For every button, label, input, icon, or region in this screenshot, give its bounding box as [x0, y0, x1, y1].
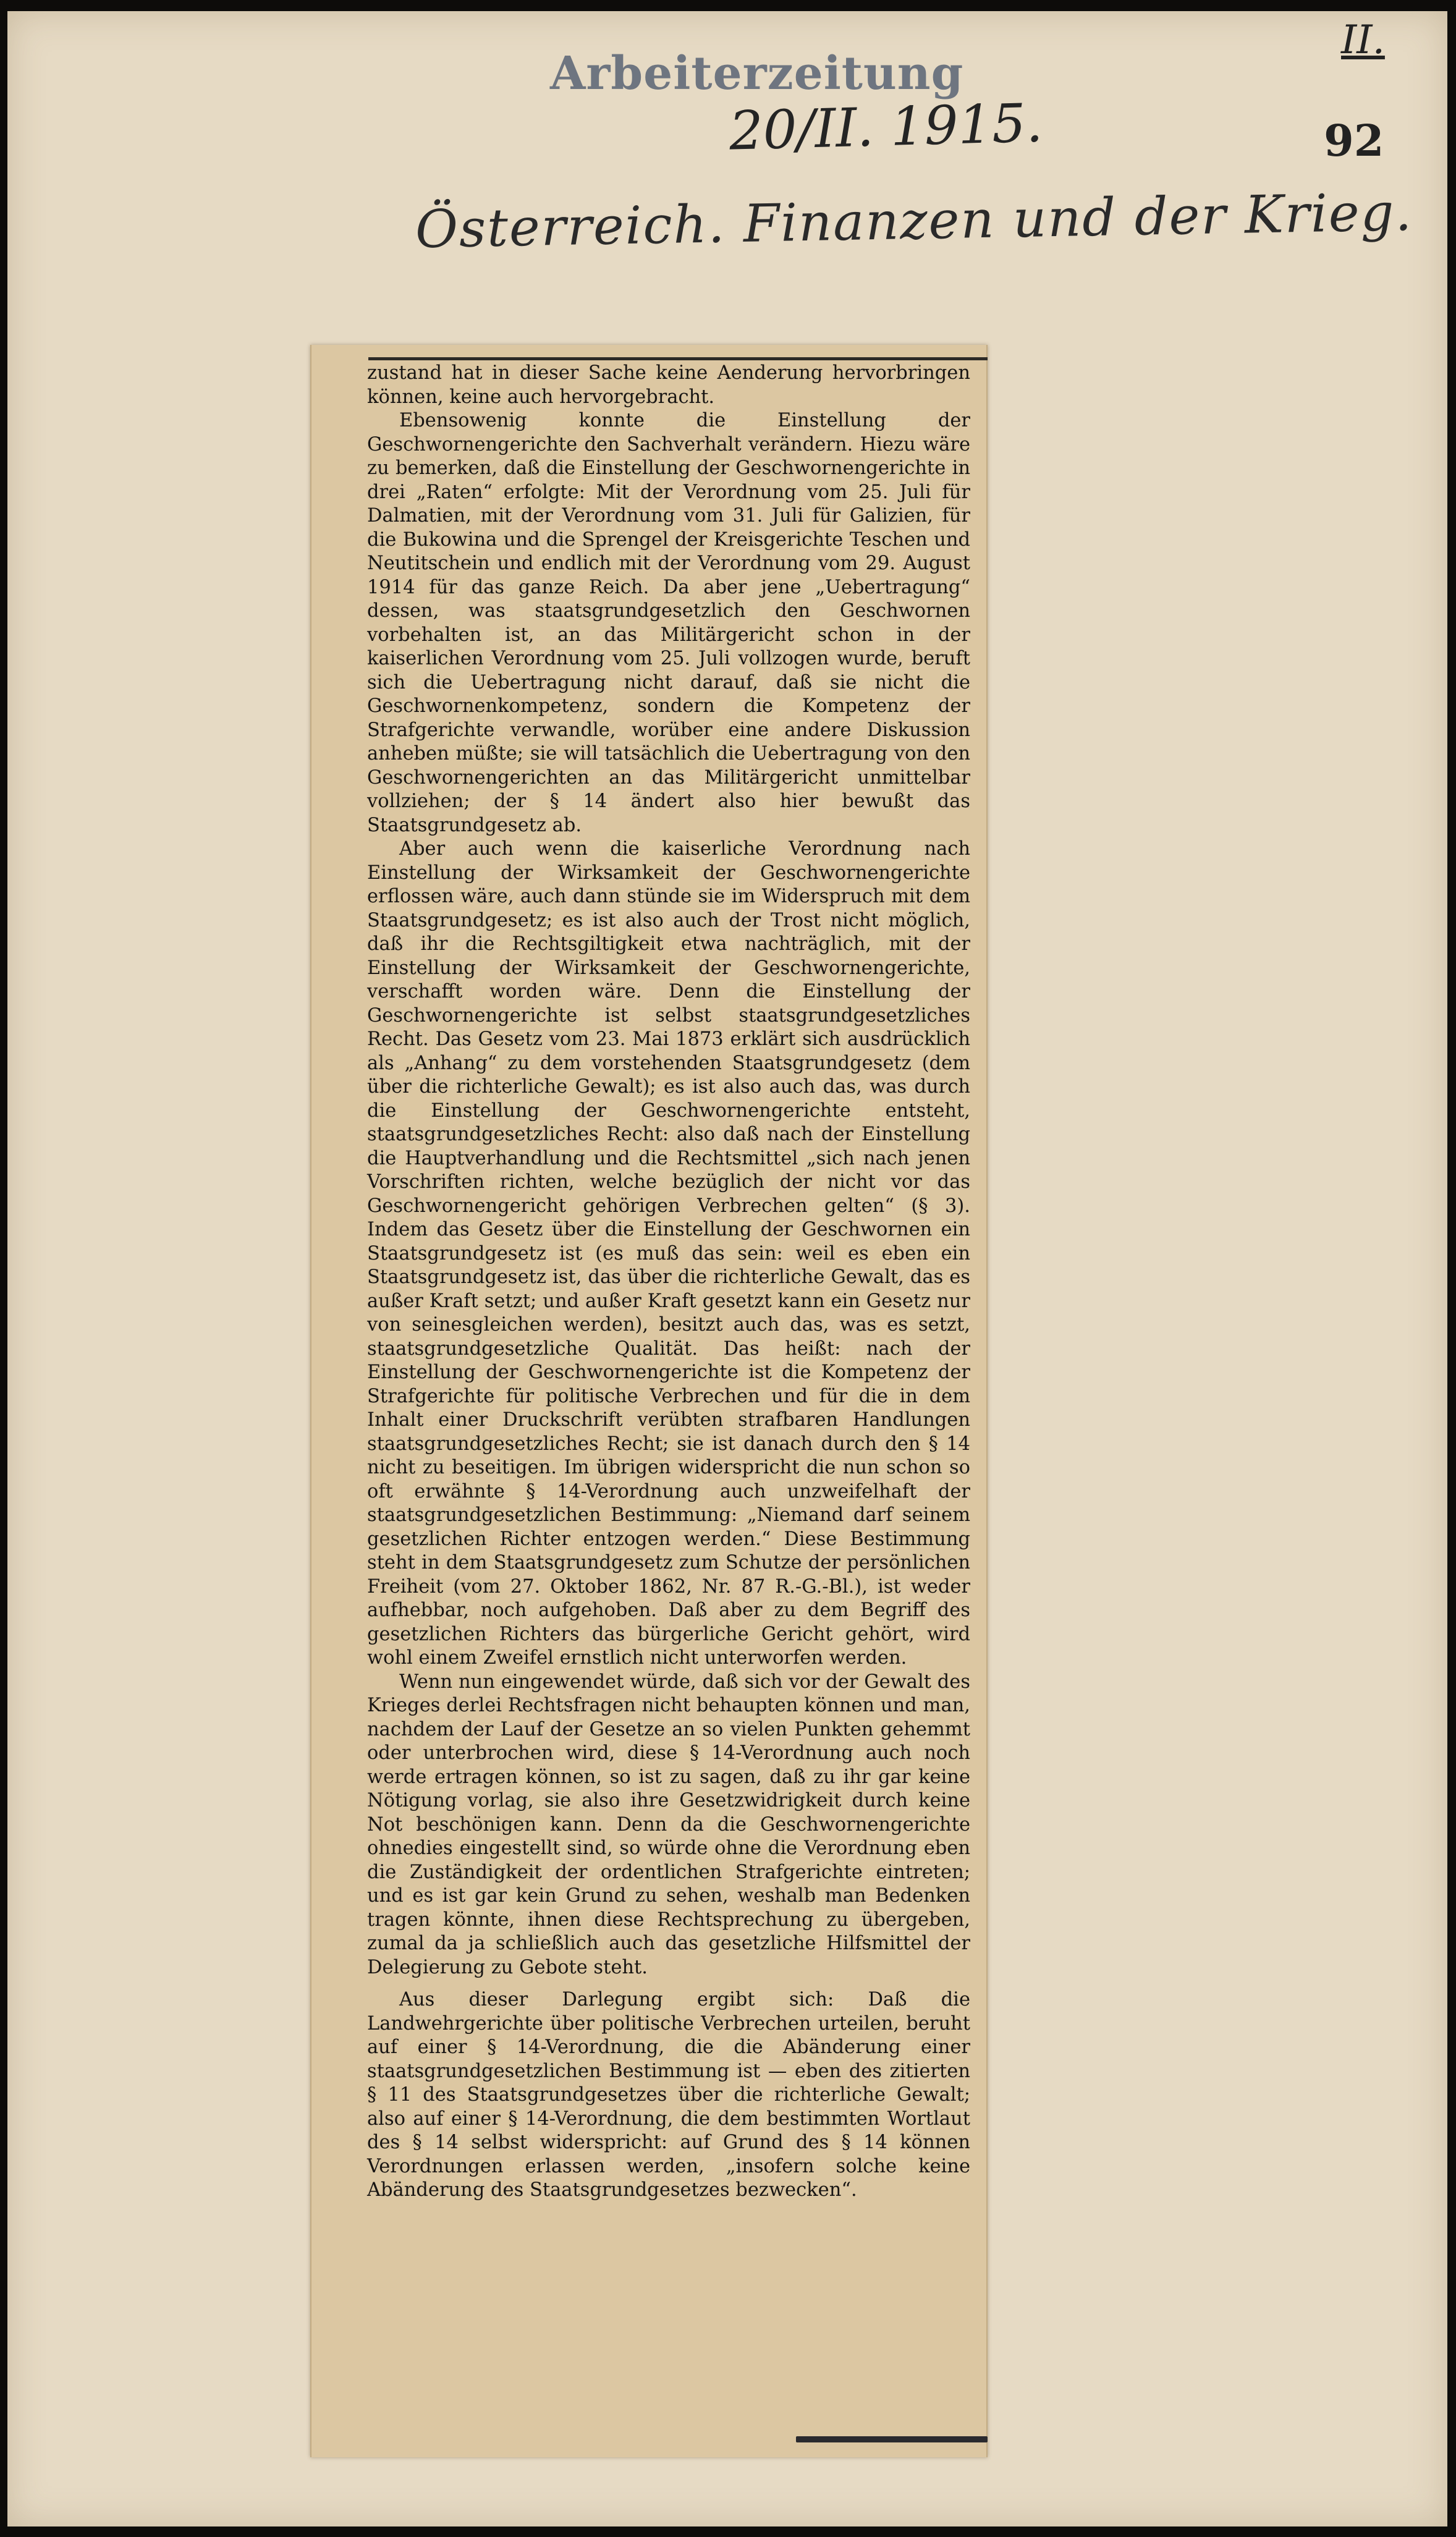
clipping-top-rule: [368, 357, 988, 360]
article-paragraph: Aber auch wenn die kaiserliche Verordnung nach Einstellung der Wirksamkeit der Geschwornengerichte erflossen wäre, auch dann stünde sie im Widerspruch mit dem Staatsgrundgesetz; es ist also auch der Trost nicht möglich, daß ihr die Rechtsgiltigkeit etwa nachträglich, mit der Einstellung der Wirksamkeit der Geschwornengerichte, verschafft worden wäre. Denn die Einstellung der Geschwornengerichte ist selbst staatsgrundgesetzliches Recht. Das Gesetz vom 23. Mai 1873 erklärt sich ausdrücklich als „Anhang“ zu dem vorstehenden Staatsgrundgesetz (dem über die richterliche Gewalt); es ist also auch das, was durch die Einstellung der Geschwornengerichte entsteht, staatsgrundgesetzliches Recht: also daß nach der Einstellung die Hauptverhandlung und die Rechtsmittel „sich nach jenen Vorschriften richten, welche bezüglich der nicht vor das Geschwornengericht gehörigen Verbrechen gelten“ (§ 3). Indem das Gesetz über die Einstellung der Geschwornen ein Staatsgrundgesetz ist (es muß das sein: weil es eben ein Staatsgrundgesetz ist, das über die richterliche Gewalt, das es außer Kraft setzt; und außer Kraft gesetzt kann ein Gesetz nur von seinesgleichen werden), besitzt auch das, was es setzt, staatsgrundgesetzliche Qualität. Das heißt: nach der Einstellung der Geschwornengerichte ist die Kompetenz der Strafgerichte für politische Verbrechen und für die in dem Inhalt einer Druckschrift verübten strafbaren Handlungen staatsgrundgesetzliches Recht; sie ist danach durch den § 14 nicht zu beseitigen. Im übrigen widerspricht die nun schon so oft erwähnte § 14-Verordnung auch unzweifelhaft der staatsgrundgesetzlichen Bestimmung: „Niemand darf seinem gesetzlichen Richter entzogen werden.“ Diese Bestimmung steht in dem Staatsgrundgesetz zum Schutze der persönlichen Freiheit (vom 27. Oktober 1862, Nr. 87 R.-G.-Bl.), ist weder aufhebbar, noch aufgehoben. Daß aber zu dem Begriff des gesetzlichen Richters das bürgerliche Gericht gehört, wird wohl einem Zweifel ernstlich nicht unterworfen werden.: [367, 838, 970, 1669]
article-text: [367, 362, 970, 2203]
newspaper-stamp: Arbeiterzeitung: [550, 47, 964, 100]
article-paragraph: Ebensowenig konnte die Einstellung der Geschwornengerichte den Sachverhalt verändern. Hiezu wäre zu bemerken, daß die Einstellung der Geschwornengerichte in drei „Raten“ erfolgte: Mit der Verordnung vom 25. Juli für Dalmatien, mit der Verordnung vom 31. Juli für Galizien, für die Bukowina und die Sprengel der Kreisgerichte Teschen und Neutitschein und endlich mit der Verordnung vom 29. August 1914 für das ganze Reich. Da aber jene „Uebertragung“ dessen, was staatsgrundgesetzlich den Geschwornen vorbehalten ist, an das Militärgericht schon in der kaiserlichen Verordnung vom 25. Juli vollzogen wurde, beruft sich die Uebertragung nicht darauf, daß sie nicht die Geschwornenkompetenz, sondern die Kompetenz der Strafgerichte verwandle, worüber eine andere Diskussion anheben müßte; sie will tatsächlich die Uebertragung von den Geschwornengerichten an das Militärgericht unmittelbar vollziehen; der § 14 ändert also hier bewußt das Staatsgrundgesetz ab.: [367, 410, 970, 836]
roman-numeral: II.: [1341, 17, 1385, 63]
article-paragraph: zustand hat in dieser Sache keine Aenderung hervorbringen können, keine auch hervorgebracht.: [367, 362, 970, 408]
article-paragraph: Aus dieser Darlegung ergibt sich: Daß die Landwehrgerichte über politische Verbrechen urteilen, beruht auf einer § 14-Verordnung, die die Abänderung einer staatsgrundgesetzlichen Bestimmung ist — eben des zitierten § 11 des Staatsgrundgesetzes über die richterliche Gewalt; also auf einer § 14-Verordnung, die dem bestimmten Wortlaut des § 14 selbst widerspricht: auf Grund des § 14 können Verordnungen erlassen werden, „insofern solche keine Abänderung des Staatsgrundgesetzes bezwecken“.: [367, 1989, 970, 2201]
handwritten-title: Österreich. Finanzen und der Krieg.: [415, 181, 1413, 260]
clipping-bottom-rule: [796, 2436, 988, 2442]
article-paragraph: Wenn nun eingewendet würde, daß sich vor der Gewalt des Krieges derlei Rechtsfragen nicht behaupten können und man, nachdem der Lauf der Gesetze an so vielen Punkten gehemmt oder unterbrochen wird, diese § 14-Verordnung auch noch werde ertragen können, so ist zu sagen, daß zu ihr gar keine Nötigung vorlag, sie also ihre Gesetzwidrigkeit durch keine Not beschönigen kann. Denn da die Geschwornengerichte ohnedies eingestellt sind, so würde ohne die Verordnung eben die Zuständigkeit der ordentlichen Strafgerichte eintreten; und es ist gar kein Grund zu sehen, weshalb man Bedenken tragen könnte, ihnen diese Rechtsprechung zu übergeben, zumal da ja schließlich auch das gesetzliche Hilfsmittel der Delegierung zu Gebote steht.: [367, 1671, 970, 1978]
handwritten-date: 20/II. 1915.: [728, 92, 1044, 163]
page-number: 92: [1324, 115, 1384, 166]
